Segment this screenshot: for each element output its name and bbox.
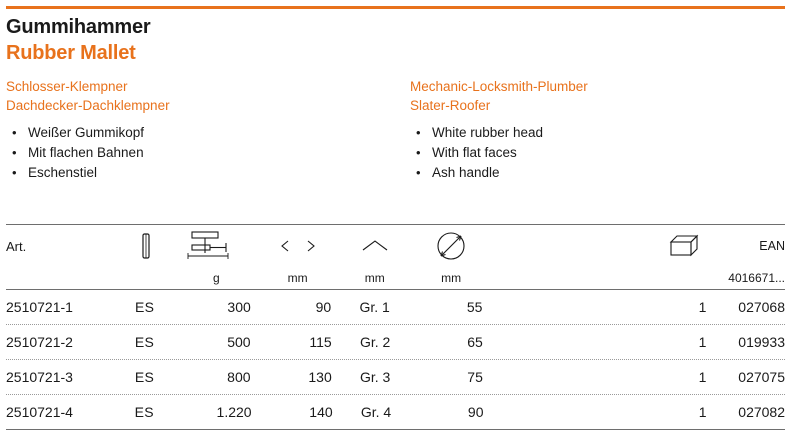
column-header-ean: EAN <box>759 239 785 253</box>
page-title-en: Rubber Mallet <box>6 42 136 64</box>
cell-ean: 027075 <box>738 369 785 385</box>
specification-table-body <box>6 325 785 359</box>
unit-diameter: mm <box>441 271 462 285</box>
unit-size: mm <box>364 271 385 285</box>
table-header-units-row <box>6 267 785 289</box>
list-item: • With flat faces <box>432 143 543 163</box>
cell-brand: ES <box>134 404 154 420</box>
cell-size: Gr. 1 <box>359 299 390 315</box>
list-item: • Mit flachen Bahnen <box>28 143 144 163</box>
unit-weight: g <box>213 271 220 285</box>
subtitle-en-line1: Mechanic-Locksmith-Plumber <box>410 79 588 94</box>
specification-table-body <box>6 290 785 324</box>
cell-diameter: 90 <box>467 404 484 420</box>
subtitle-de-line1: Schlosser-Klempner <box>6 79 128 94</box>
subtitle-column-de <box>6 77 170 115</box>
cell-ean: 019933 <box>738 334 785 350</box>
cell-length: 140 <box>309 404 333 420</box>
cell-weight: 800 <box>227 369 251 385</box>
features-list-en <box>410 123 543 183</box>
product-datasheet-page <box>0 6 791 432</box>
cell-length: 90 <box>315 299 332 315</box>
cell-pack: 1 <box>698 404 707 420</box>
page-title-de: Gummihammer <box>6 16 151 38</box>
cell-size: Gr. 2 <box>359 334 391 350</box>
cell-diameter: 75 <box>467 369 483 385</box>
cell-ean: 027082 <box>738 404 785 420</box>
specification-table-body <box>6 395 785 429</box>
cell-pack: 1 <box>698 334 707 350</box>
cell-size: Gr. 3 <box>359 369 391 385</box>
unit-length: mm <box>287 271 308 285</box>
cell-spacer <box>504 290 663 324</box>
handle-icon <box>117 225 174 267</box>
table-row[interactable] <box>6 290 785 324</box>
cell-brand: ES <box>134 299 155 315</box>
column-header-art: Art. <box>6 238 27 254</box>
table-bottom-rule <box>6 429 785 430</box>
unit-spacer <box>490 267 658 289</box>
top-accent-rule <box>6 6 785 9</box>
box-icon <box>658 225 711 267</box>
height-arc-icon <box>337 225 413 267</box>
specification-table <box>6 225 785 289</box>
cell-art: 2510721-2 <box>6 334 73 350</box>
features-list-de <box>6 123 144 183</box>
cell-spacer <box>505 360 663 394</box>
cell-brand: ES <box>134 334 155 350</box>
subtitle-column-en <box>410 77 588 115</box>
cell-weight: 300 <box>227 299 251 315</box>
width-arrows-icon <box>258 225 336 267</box>
table-row[interactable] <box>6 325 785 359</box>
hammer-icon <box>174 225 258 267</box>
list-item: • White rubber head <box>432 123 543 143</box>
cell-ean: 027068 <box>738 299 785 315</box>
cell-length: 130 <box>308 369 332 385</box>
list-item: • Weißer Gummikopf <box>28 123 144 143</box>
cell-art: 2510721-4 <box>6 404 73 420</box>
cell-brand: ES <box>134 369 155 385</box>
list-item: • Ash handle <box>432 163 543 183</box>
unit-art <box>6 267 117 289</box>
subtitle-block <box>6 77 785 117</box>
cell-spacer <box>505 395 663 429</box>
unit-brand <box>117 267 174 289</box>
table-header-icons-row <box>6 225 785 267</box>
specification-table-wrapper <box>6 224 785 430</box>
unit-pack <box>658 267 711 289</box>
cell-diameter: 65 <box>467 334 483 350</box>
column-header-spacer <box>490 225 658 267</box>
cell-pack: 1 <box>698 299 707 315</box>
ean-prefix: 4016671... <box>728 271 785 285</box>
cell-size: Gr. 4 <box>360 404 392 420</box>
features-block <box>6 123 785 189</box>
cell-pack: 1 <box>698 369 707 385</box>
cell-weight: 500 <box>227 334 251 350</box>
subtitle-en-line2: Slater-Roofer <box>410 98 491 113</box>
table-row[interactable] <box>6 395 785 429</box>
cell-length: 115 <box>309 334 332 350</box>
cell-art: 2510721-1 <box>6 299 73 315</box>
subtitle-de-line2: Dachdecker-Dachklempner <box>6 98 170 113</box>
list-item: • Eschenstiel <box>28 163 144 183</box>
cell-spacer <box>505 325 663 359</box>
table-row[interactable] <box>6 360 785 394</box>
cell-diameter: 55 <box>466 299 483 315</box>
cell-weight: 1.220 <box>216 404 252 420</box>
specification-table-body <box>6 360 785 394</box>
diameter-circle-icon <box>413 225 490 267</box>
cell-art: 2510721-3 <box>6 369 73 385</box>
